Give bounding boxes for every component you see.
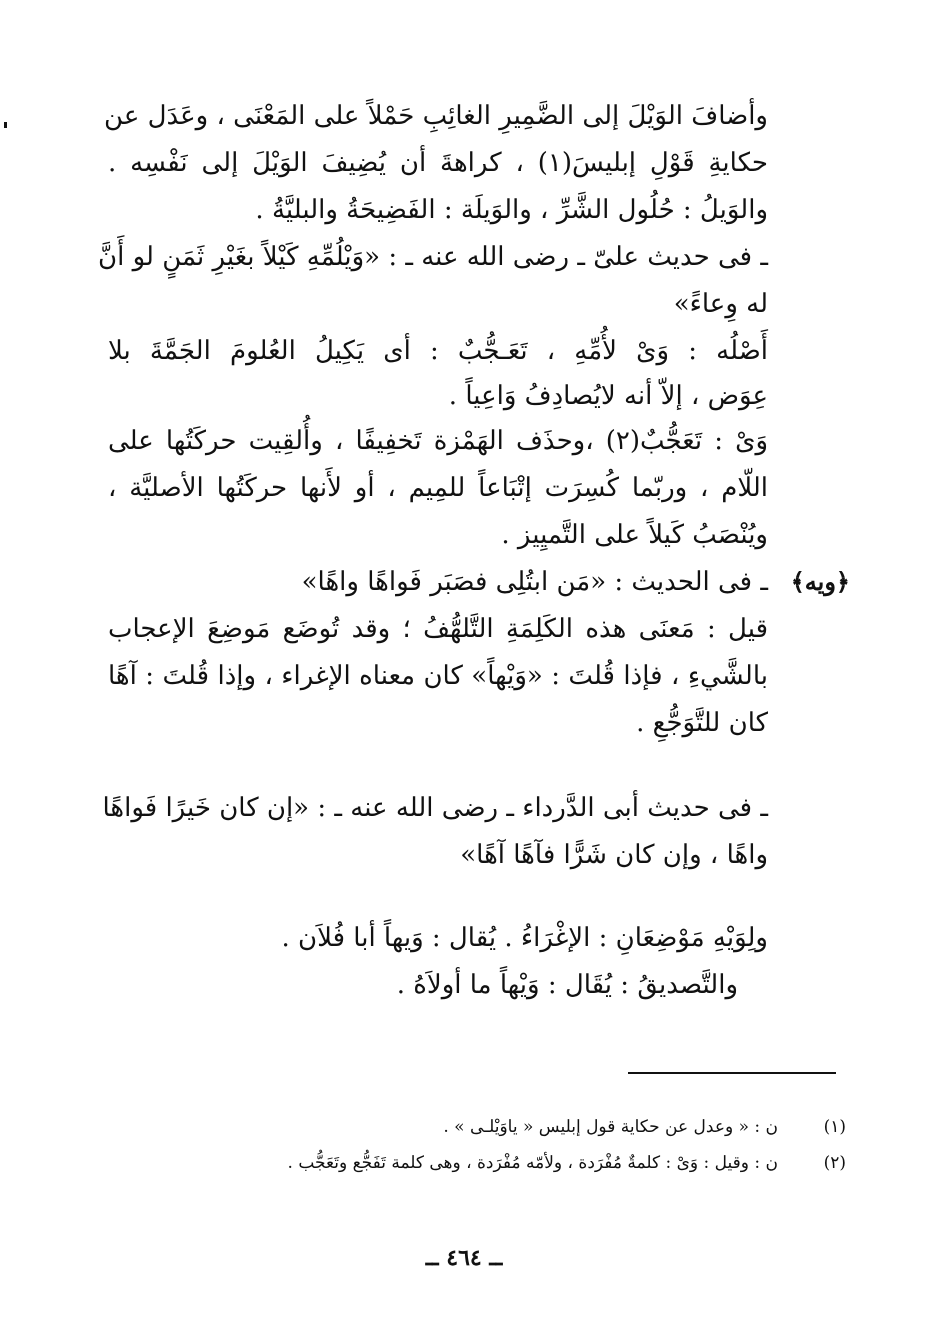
- body-line-2: حكايةِ قَوْلِ إبليسَ(١) ، كراهةَ أن يُضِيفَ الوَيْلَ إلى نَفْسِه .: [108, 148, 769, 178]
- body-line-9: اللّام ، وربّما كُسِرَت إتْبَاعاً للمِيم ، أو لأَنها حركَتُها الأصليَّة ،: [108, 473, 768, 503]
- body-line-6: أَصْلُه : وَىْ لأُمِّهِ ، تَعَـجُّبٌ : أى يَكِيلُ العُلومَ الجَمَّةَ بلا: [108, 336, 768, 366]
- page-number: ــ ٤٦٤ ــ: [425, 1245, 503, 1271]
- body-line-4: ـ فى حديث علىّ ـ رضى الله عنه ـ : «وَيْلُمِّهِ كَيْلاً بغَيْرِ ثَمَنٍ لو أَنَّ: [98, 242, 768, 272]
- footnote-rule: [628, 1072, 836, 1074]
- body-line-13: بالشَّيءِ ، فإذا قُلتَ : «وَيْهاً» كان معناه الإغراء ، وإذا قُلتَ : آهًا: [108, 661, 768, 691]
- body-line-15: ـ فى حديث أبى الدَّرداء ـ رضى الله عنه ـ : «إن كان خَيرًا فَواهًا: [102, 793, 768, 823]
- body-line-3: والوَيلُ : حُلُول الشَّرِّ ، والوَيلَة : الفَضِيحَةُ والبليَّةُ .: [255, 195, 768, 225]
- body-line-18: والتَّصديقُ : يُقَال : وَيْهاً ما أولاَهُ .: [396, 970, 738, 1000]
- body-line-1: وأضافَ الوَيْلَ إلى الضَّمِيرِ الغائِبِ حَمْلاً على المَعْنَى ، وعَدَل عن: [104, 101, 768, 131]
- body-line-10: ويُنْصَبُ كَيلاً على التَّميِيز .: [501, 520, 768, 550]
- body-line-7: عِوَض ، إلاّ أنه لايُصادِفُ وَاعِياً .: [448, 381, 768, 411]
- footnote-2-number: (٢): [823, 1153, 846, 1173]
- margin-mark: [4, 122, 7, 128]
- body-line-11: ـ فى الحديث : «مَن ابتُلِى فصَبَر فَواهًا واهًا»: [301, 567, 768, 597]
- body-line-16: واهًا ، وإن كان شَرًّا فآهًا آهًا»: [460, 840, 768, 870]
- body-line-14: كان للتَّوَجُّعِ .: [636, 708, 768, 738]
- footnote-1-number: (١): [823, 1117, 846, 1137]
- body-line-8: وَىْ : تَعَجُّبٌ(٢) ،وحذَف الهَمْزة تَخفِيفًا ، وأُلقِيت حركَتُها على: [108, 426, 769, 456]
- entry-headword: ﴿ويه﴾: [790, 567, 850, 596]
- body-line-17: ولِوَيْهِ مَوْضِعَانِ : الإغْرَاءُ . يُقال : وَيهاً أبا فُلاَن .: [281, 923, 768, 953]
- body-line-12: قيل : مَعنَى هذه الكَلِمَةِ التَّلهُّفُ ؛ وقد تُوضَع مَوضِعَ الإعجاب: [108, 614, 768, 644]
- footnote-1-text: ن : « وعدل عن حكاية قول إبليس « ياوَيْلـى » .: [443, 1117, 778, 1137]
- footnote-2-text: ن : وقيل : وَىْ : كلمةٌ مُفْرَدة ، ولأمّه مُفْرَدة ، وهى كلمة تَفَجُّع وتَعَجُّب .: [287, 1153, 778, 1173]
- body-line-5: له وِعاءً»: [673, 289, 768, 319]
